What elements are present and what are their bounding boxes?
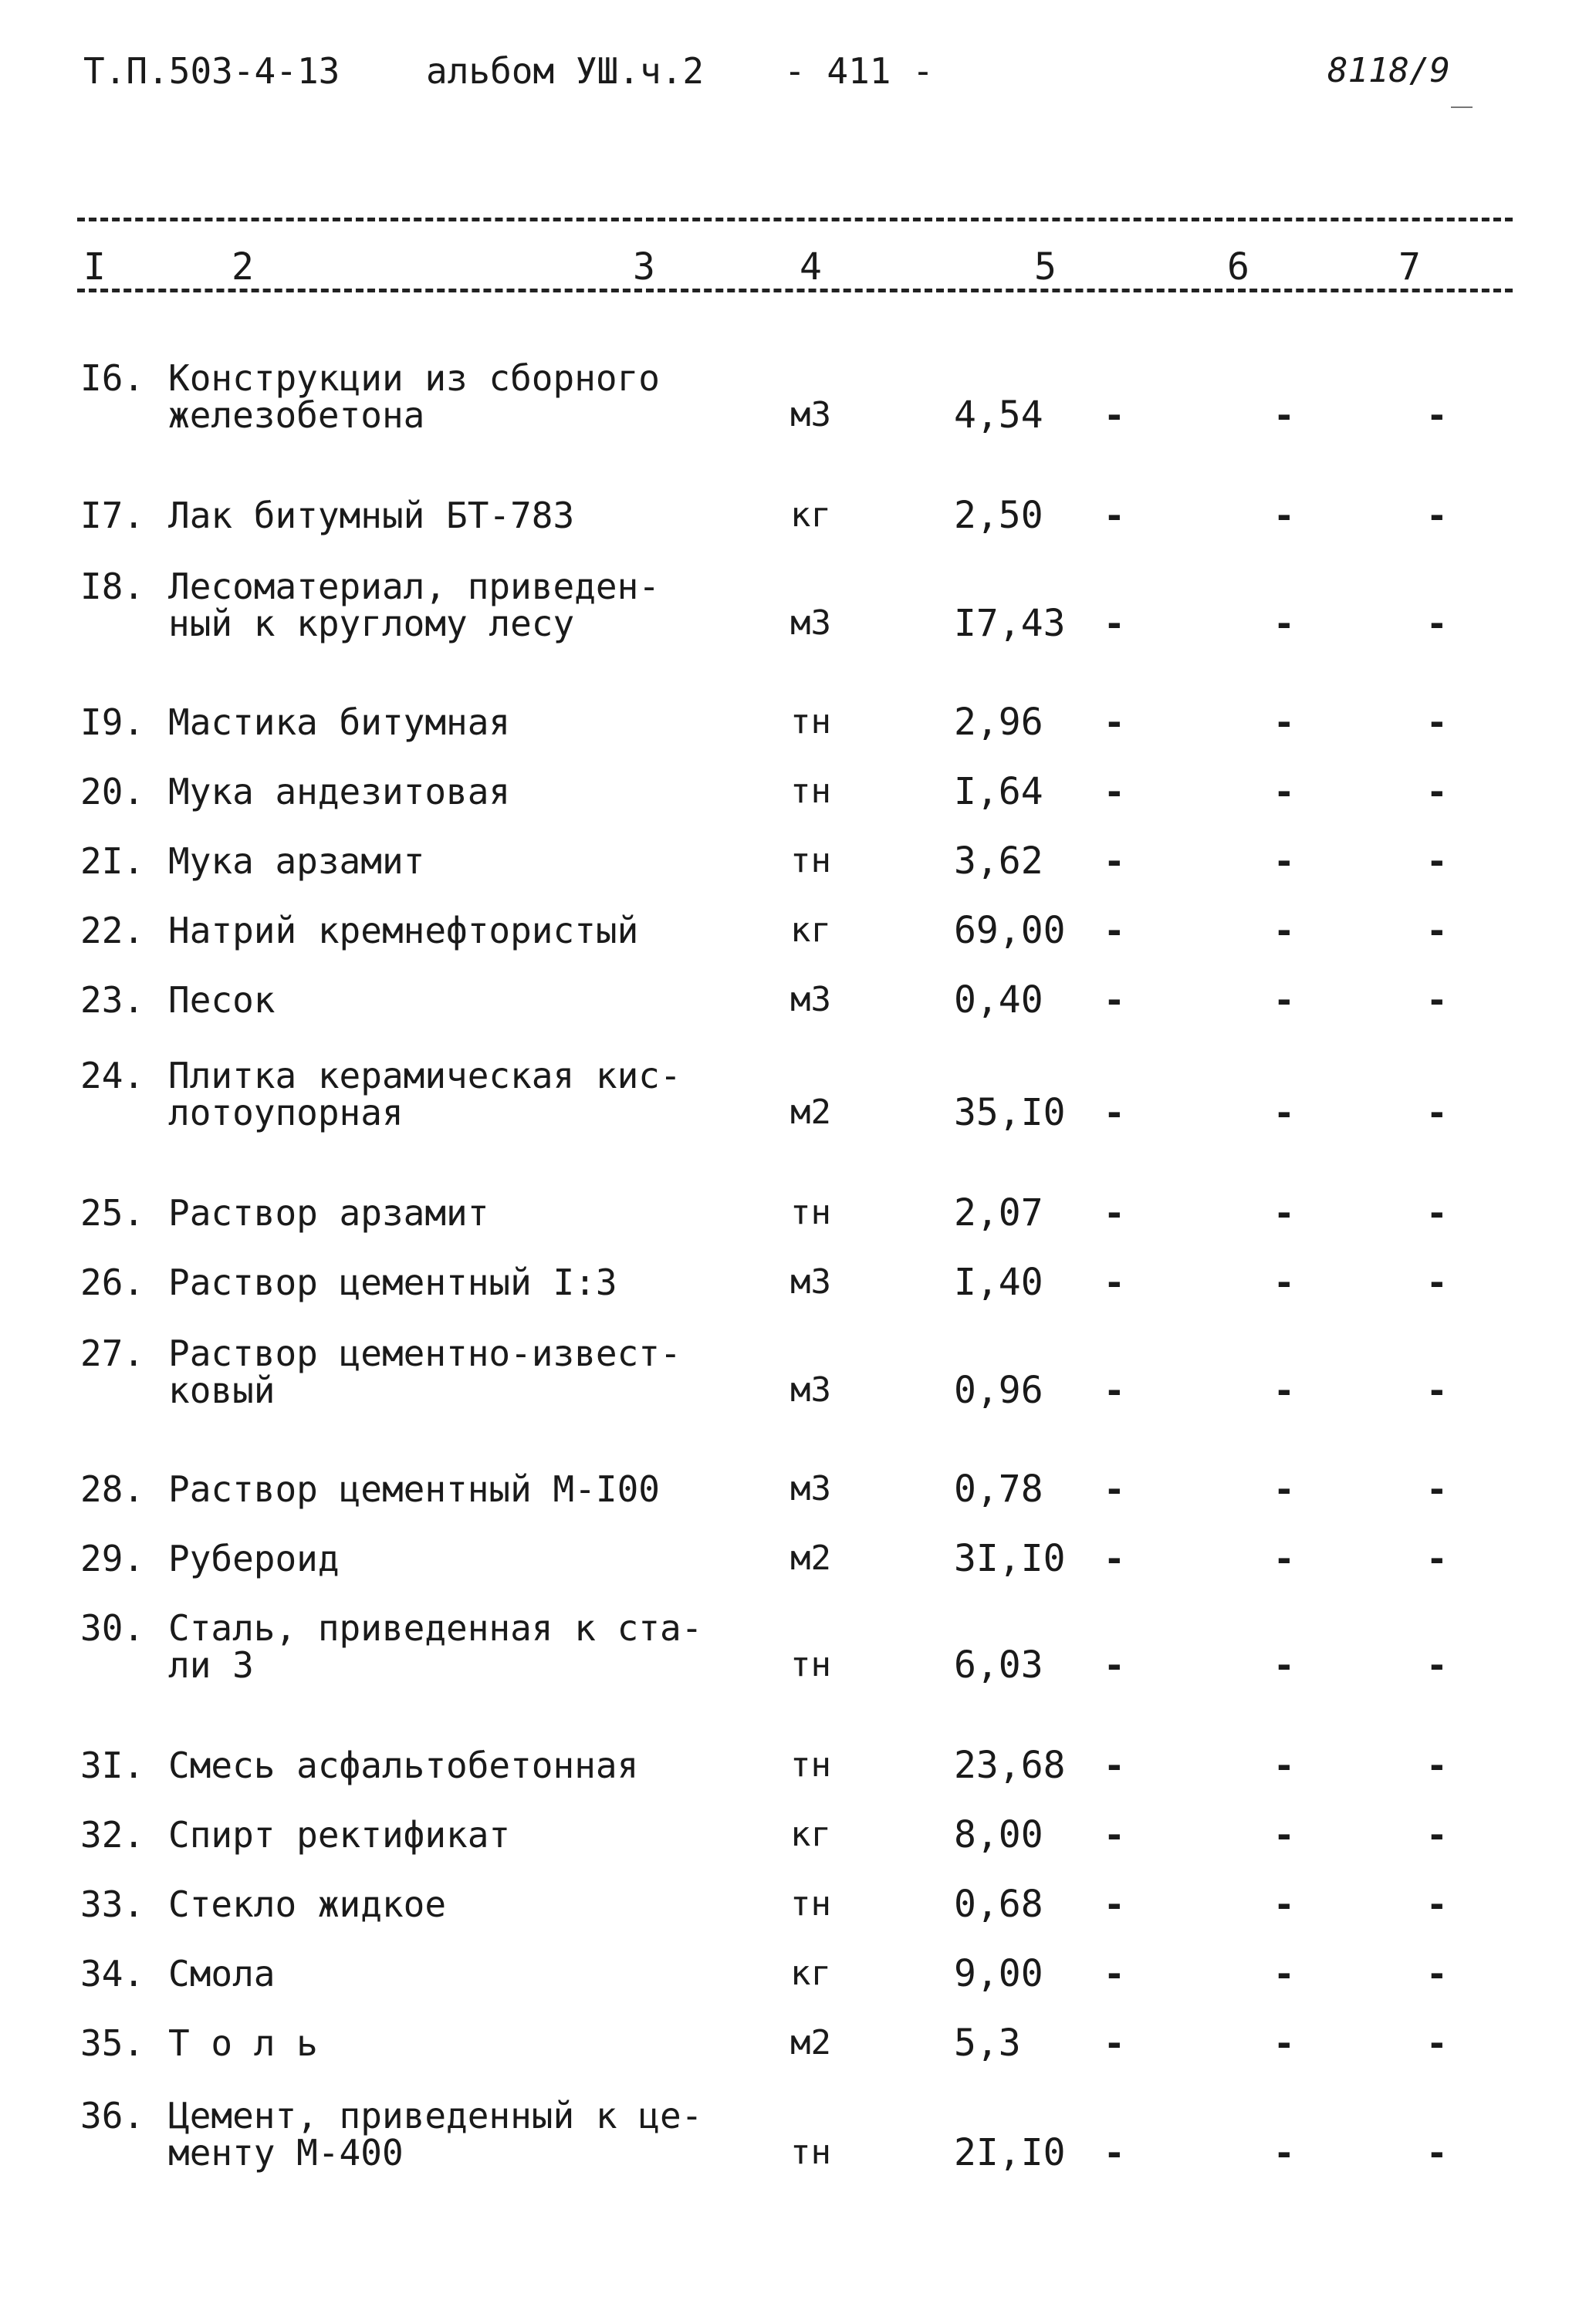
column-7-dash: - [1273, 1468, 1295, 1510]
material-name: Сталь, приведенная к ста- ли 3 [168, 1607, 703, 1686]
column-8-dash: - [1426, 979, 1448, 1021]
column-8-dash: - [1426, 1814, 1448, 1856]
unit-of-measure: м2 [790, 1539, 831, 1578]
quantity-value: 69,00 [954, 909, 1066, 952]
column-7-dash: - [1273, 394, 1295, 436]
column-8-dash: - [1426, 701, 1448, 743]
quantity-value: 5,3 [954, 2022, 1021, 2065]
column-8-dash: - [1426, 1883, 1448, 1925]
row-number: 33. [80, 1883, 145, 1925]
column-7-dash: - [1273, 1814, 1295, 1856]
row-number: 25. [80, 1192, 145, 1234]
material-name: Раствор цементно-извест- ковый [168, 1333, 681, 1411]
column-6-dash: - [1104, 1468, 1125, 1510]
unit-of-measure: кг [790, 1815, 831, 1854]
column-7-dash: - [1273, 1644, 1295, 1686]
column-6-dash: - [1104, 771, 1125, 812]
row-number: 30. [80, 1607, 145, 1649]
row-number: I6. [80, 357, 145, 399]
material-name: Раствор арзамит [168, 1192, 489, 1234]
row-number: I7. [80, 495, 145, 536]
material-name: Раствор цементный I:3 [168, 1262, 617, 1303]
column-6-dash: - [1104, 1538, 1125, 1579]
row-number: 28. [80, 1468, 145, 1510]
column-number-underline [77, 289, 1513, 292]
column-8-dash: - [1426, 1262, 1448, 1303]
material-name: Лесоматериал, приведен- ный к круглому лесу [168, 566, 660, 644]
row-number: 32. [80, 1814, 145, 1856]
column-7-dash: - [1273, 771, 1295, 812]
unit-of-measure: тн [790, 2133, 831, 2172]
column-6-dash: - [1104, 1883, 1125, 1925]
unit-of-measure: м3 [790, 1469, 831, 1508]
material-name: Лак битумный БТ-783 [168, 495, 575, 536]
column-8-dash: - [1426, 2022, 1448, 2064]
column-6-dash: - [1104, 1262, 1125, 1303]
quantity-value: 9,00 [954, 1952, 1043, 1995]
unit-of-measure: м3 [790, 1262, 831, 1302]
unit-of-measure: м3 [790, 395, 831, 434]
quantity-value: 4,54 [954, 394, 1043, 437]
column-7-dash: - [1273, 1953, 1295, 1995]
column-8-dash: - [1426, 1468, 1448, 1510]
quantity-value: 0,68 [954, 1883, 1043, 1926]
material-name: Стекло жидкое [168, 1883, 447, 1925]
quantity-value: 8,00 [954, 1813, 1043, 1856]
column-7-dash: - [1273, 1745, 1295, 1786]
column-8-dash: - [1426, 495, 1448, 536]
column-8-dash: - [1426, 1644, 1448, 1686]
column-6-dash: - [1104, 1644, 1125, 1686]
unit-of-measure: м3 [790, 980, 831, 1019]
table-top-rule [77, 218, 1513, 221]
material-name: Т о л ь [168, 2022, 318, 2064]
quantity-value: 0,78 [954, 1468, 1043, 1511]
quantity-value: 0,96 [954, 1369, 1043, 1412]
row-number: 26. [80, 1262, 145, 1303]
material-name: Смесь асфальтобетонная [168, 1745, 639, 1786]
column-number: 6 [1227, 245, 1249, 289]
column-8-dash: - [1426, 603, 1448, 644]
quantity-value: 23,68 [954, 1744, 1066, 1787]
column-number: I [83, 245, 106, 289]
column-7-dash: - [1273, 1538, 1295, 1579]
row-number: 23. [80, 979, 145, 1021]
column-8-dash: - [1426, 1745, 1448, 1786]
column-7-dash: - [1273, 1262, 1295, 1303]
material-name: Рубероид [168, 1538, 340, 1579]
column-7-dash: - [1273, 1092, 1295, 1133]
unit-of-measure: тн [790, 1884, 831, 1924]
column-7-dash: - [1273, 1370, 1295, 1411]
material-name: Плитка керамическая кис- лотоупорная [168, 1055, 681, 1133]
column-8-dash: - [1426, 1092, 1448, 1133]
unit-of-measure: тн [790, 1645, 831, 1684]
album-label: альбом УШ.ч.2 [426, 50, 705, 92]
unit-of-measure: тн [790, 702, 831, 741]
unit-of-measure: м2 [790, 2023, 831, 2062]
column-7-dash: - [1273, 1883, 1295, 1925]
material-name: Мука арзамит [168, 840, 425, 882]
row-number: 22. [80, 910, 145, 951]
column-7-dash: - [1273, 701, 1295, 743]
quantity-value: 0,40 [954, 978, 1043, 1022]
page-number: - 411 - [784, 50, 934, 92]
unit-of-measure: тн [790, 772, 831, 811]
row-number: I9. [80, 701, 145, 743]
column-7-dash: - [1273, 840, 1295, 882]
material-name: Цемент, приведенный к це- менту М-400 [168, 2095, 703, 2174]
document-code: Т.П.503-4-13 [83, 50, 340, 92]
unit-of-measure: тн [790, 841, 831, 880]
row-number: 29. [80, 1538, 145, 1579]
row-number: 20. [80, 771, 145, 812]
row-number: 3I. [80, 1745, 145, 1786]
sheet-reference: 8118/9 [1327, 51, 1450, 90]
column-6-dash: - [1104, 1814, 1125, 1856]
column-8-dash: - [1426, 1953, 1448, 1995]
material-name: Смола [168, 1953, 276, 1995]
material-name: Раствор цементный М-I00 [168, 1468, 660, 1510]
column-8-dash: - [1426, 2132, 1448, 2174]
unit-of-measure: м3 [790, 1370, 831, 1410]
material-name: Конструкции из сборного железобетона [168, 357, 660, 436]
column-7-dash: - [1273, 603, 1295, 644]
column-6-dash: - [1104, 979, 1125, 1021]
material-name: Песок [168, 979, 276, 1021]
row-number: 36. [80, 2095, 145, 2137]
column-6-dash: - [1104, 2132, 1125, 2174]
material-name: Мука андезитовая [168, 771, 511, 812]
row-number: 27. [80, 1333, 145, 1374]
column-8-dash: - [1426, 840, 1448, 882]
unit-of-measure: кг [790, 495, 831, 535]
material-name: Натрий кремнефтористый [168, 910, 639, 951]
unit-of-measure: м3 [790, 603, 831, 643]
column-7-dash: - [1273, 2022, 1295, 2064]
column-6-dash: - [1104, 394, 1125, 436]
column-6-dash: - [1104, 840, 1125, 882]
row-number: 35. [80, 2022, 145, 2064]
column-6-dash: - [1104, 1745, 1125, 1786]
column-8-dash: - [1426, 771, 1448, 812]
column-6-dash: - [1104, 910, 1125, 951]
quantity-value: 6,03 [954, 1643, 1043, 1687]
unit-of-measure: кг [790, 910, 831, 950]
row-number: 2I. [80, 840, 145, 882]
material-name: Мастика битумная [168, 701, 511, 743]
column-number: 5 [1034, 245, 1057, 289]
column-number: 7 [1398, 245, 1421, 289]
column-7-dash: - [1273, 979, 1295, 1021]
corner-mark [1451, 106, 1473, 108]
column-7-dash: - [1273, 910, 1295, 951]
column-6-dash: - [1104, 603, 1125, 644]
column-8-dash: - [1426, 1192, 1448, 1234]
unit-of-measure: м2 [790, 1093, 831, 1132]
column-number-row [0, 245, 1596, 289]
column-8-dash: - [1426, 1370, 1448, 1411]
material-name: Спирт ректификат [168, 1814, 511, 1856]
column-8-dash: - [1426, 394, 1448, 436]
column-8-dash: - [1426, 910, 1448, 951]
quantity-value: I,40 [954, 1261, 1043, 1304]
quantity-value: 2,96 [954, 701, 1043, 744]
unit-of-measure: кг [790, 1954, 831, 1993]
column-6-dash: - [1104, 2022, 1125, 2064]
quantity-value: 2,07 [954, 1191, 1043, 1235]
column-7-dash: - [1273, 2132, 1295, 2174]
column-number: 3 [633, 245, 655, 289]
quantity-value: I,64 [954, 770, 1043, 813]
column-6-dash: - [1104, 1092, 1125, 1133]
quantity-value: 2I,I0 [954, 2131, 1066, 2174]
column-6-dash: - [1104, 1192, 1125, 1234]
quantity-value: 2,50 [954, 494, 1043, 537]
row-number: 24. [80, 1055, 145, 1096]
column-6-dash: - [1104, 701, 1125, 743]
column-6-dash: - [1104, 495, 1125, 536]
row-number: 34. [80, 1953, 145, 1995]
column-number: 2 [232, 245, 254, 289]
row-number: I8. [80, 566, 145, 607]
column-7-dash: - [1273, 1192, 1295, 1234]
column-6-dash: - [1104, 1370, 1125, 1411]
quantity-value: I7,43 [954, 602, 1066, 645]
column-7-dash: - [1273, 495, 1295, 536]
column-number: 4 [800, 245, 822, 289]
quantity-value: 35,I0 [954, 1091, 1066, 1134]
unit-of-measure: тн [790, 1193, 831, 1232]
quantity-value: 3I,I0 [954, 1537, 1066, 1580]
column-8-dash: - [1426, 1538, 1448, 1579]
quantity-value: 3,62 [954, 839, 1043, 883]
unit-of-measure: тн [790, 1745, 831, 1785]
column-6-dash: - [1104, 1953, 1125, 1995]
